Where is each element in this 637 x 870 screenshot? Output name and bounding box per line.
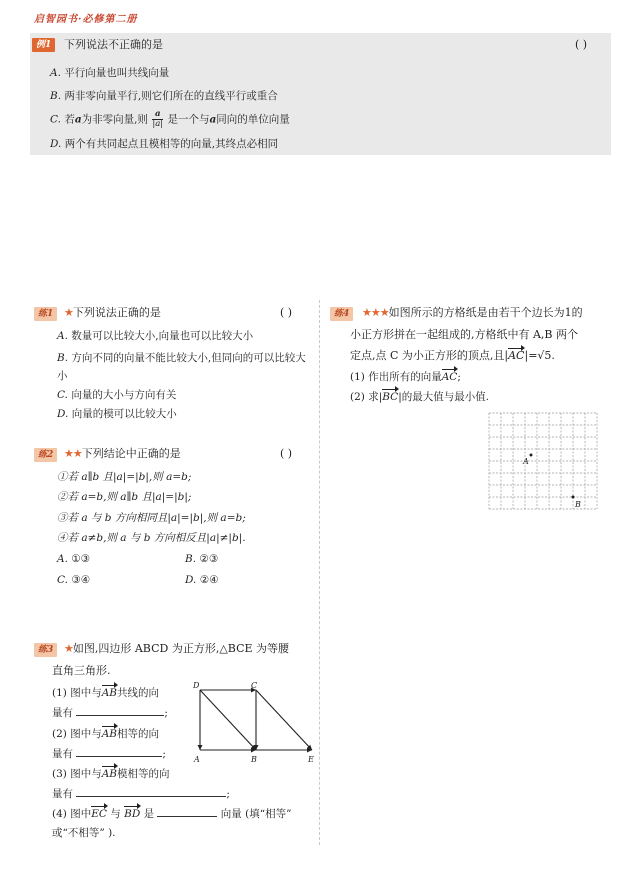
practice-2-option-d: D. ②④ [185, 574, 219, 586]
vector-ec: EC [91, 808, 107, 820]
practice-3-q4-line-2: 或“不相等” ). [52, 827, 116, 839]
practice-3-q2: (2) 图中与AB相等的向 [52, 728, 160, 740]
vector-bc: BC [382, 391, 399, 403]
label-d: D [193, 681, 200, 690]
practice-2-answer-paren: ( ) [280, 447, 293, 460]
practice-4-line-3: 定点,点 C 为小正方形的顶点,且|AC|=√5. [350, 349, 555, 362]
practice-1-question: ★下列说法正确的是 [64, 306, 161, 319]
practice-1-option-a: A. 数量可以比较大小,向量也可以比较大小 [57, 330, 254, 342]
example-1-option-b: B. 两非零向量平行,则它们所在的直线平行或重合 [50, 90, 278, 102]
practice-4-q1: (1) 作出所有的向量AC; [350, 371, 461, 383]
practice-3-q1-answer: 量有 ; [52, 707, 168, 719]
practice-2-statement-4: ④若 a≠b,则 a 与 b 方向相反且|a|≠|b|. [57, 532, 246, 544]
difficulty-stars: ★★ [64, 447, 82, 460]
answer-blank [157, 806, 217, 817]
practice-1-answer-paren: ( ) [280, 306, 293, 319]
practice-3-q1: (1) 图中与AB共线的向 [52, 687, 160, 699]
vector-ab: AB [101, 687, 118, 699]
example-1-answer-paren: ( ) [575, 38, 588, 51]
practice-2-question: ★★下列结论中正确的是 [64, 447, 181, 460]
practice-3-q4: (4) 图中EC 与 BD 是 向量 (填“相等” [52, 808, 292, 820]
vector-ac: AC [508, 349, 525, 362]
label-e: E [308, 755, 314, 764]
example-1-option-a: A. 平行向量也叫共线向量 [50, 67, 170, 79]
difficulty-stars: ★ [64, 642, 73, 655]
square-triangle-figure [190, 678, 320, 768]
segment-db [200, 690, 256, 750]
practice-3-intro: ★如图,四边形 ABCD 为正方形,△BCE 为等腰 [64, 642, 290, 655]
segment-ce [256, 690, 312, 750]
vector-bd: BD [124, 808, 141, 820]
practice-1-option-d: D. 向量的模可以比较大小 [57, 408, 177, 420]
example-1-tag [32, 37, 55, 52]
vector-ac: AC [441, 371, 458, 383]
practice-4-line-1: ★★★如图所示的方格纸是由若干个边长为1的 [362, 306, 583, 319]
practice-1-option-b: B. 方向不同的向量不能比较大小,但同向的可以比较大小 [57, 352, 306, 382]
practice-2-option-b: B. ②③ [185, 553, 219, 565]
difficulty-stars: ★ [64, 306, 73, 319]
label-a: A [523, 457, 529, 466]
label-b: B [575, 500, 581, 509]
label-c: C [251, 681, 258, 690]
practice-2-option-c: C. ③④ [57, 574, 91, 586]
practice-1-option-c: C. 向量的大小与方向有关 [57, 389, 177, 401]
example-tag-label: 例1 [32, 38, 55, 52]
vector-ab: AB [101, 728, 118, 740]
practice-2-statement-1: ①若 a∥b 且|a|=|b|,则 a=b; [57, 471, 192, 483]
practice-3-q3: (3) 图中与AB模相等的向 [52, 768, 170, 780]
practice-4-line-2: 小正方形拼在一起组成的,方格纸中有 A,B 两个 [350, 328, 579, 341]
running-header: 启智园书·必修第二册 [34, 14, 138, 25]
label-a: A [194, 755, 200, 764]
arrow-da [198, 745, 203, 750]
grid-paper-figure [487, 411, 605, 517]
label-b: B [251, 755, 257, 764]
point-b [572, 496, 575, 499]
practice-3-q2-answer: 量有 ; [52, 748, 166, 760]
practice-2-option-a: A. ①③ [57, 553, 91, 565]
grid-lines [489, 413, 597, 509]
practice-2-statement-2: ②若 a=b,则 a∥b 且|a|=|b|; [57, 491, 192, 503]
practice-3-tag: 练3 [34, 642, 57, 657]
answer-blank [76, 705, 164, 716]
answer-blank [76, 746, 162, 757]
example-1-option-d: D. 两个有共同起点且模相等的向量,其终点必相同 [50, 138, 279, 150]
practice-4-q2: (2) 求|BC|的最大值与最小值. [350, 391, 490, 403]
example-1-option-c: C. 若a为非零向量,则 $\frac{a}{|a|}$ 是一个与a同向的单位向量 [50, 109, 290, 129]
practice-1-tag: 练1 [34, 306, 57, 321]
practice-3-q3-answer: 量有 ; [52, 788, 230, 800]
practice-3-intro-line-2: 直角三角形. [52, 664, 111, 677]
fraction-unit-vector: $\frac{a}{|a|}$ [152, 109, 164, 129]
point-a [530, 454, 533, 457]
practice-2-statement-3: ③若 a 与 b 方向相同且|a|=|b|,则 a=b; [57, 512, 246, 524]
practice-4-tag: 练4 [330, 306, 353, 321]
practice-2-tag: 练2 [34, 447, 57, 462]
vector-ab: AB [101, 768, 118, 780]
difficulty-stars: ★★★ [362, 306, 389, 319]
answer-blank [76, 786, 226, 797]
example-1-question: 下列说法不正确的是 [64, 38, 163, 51]
